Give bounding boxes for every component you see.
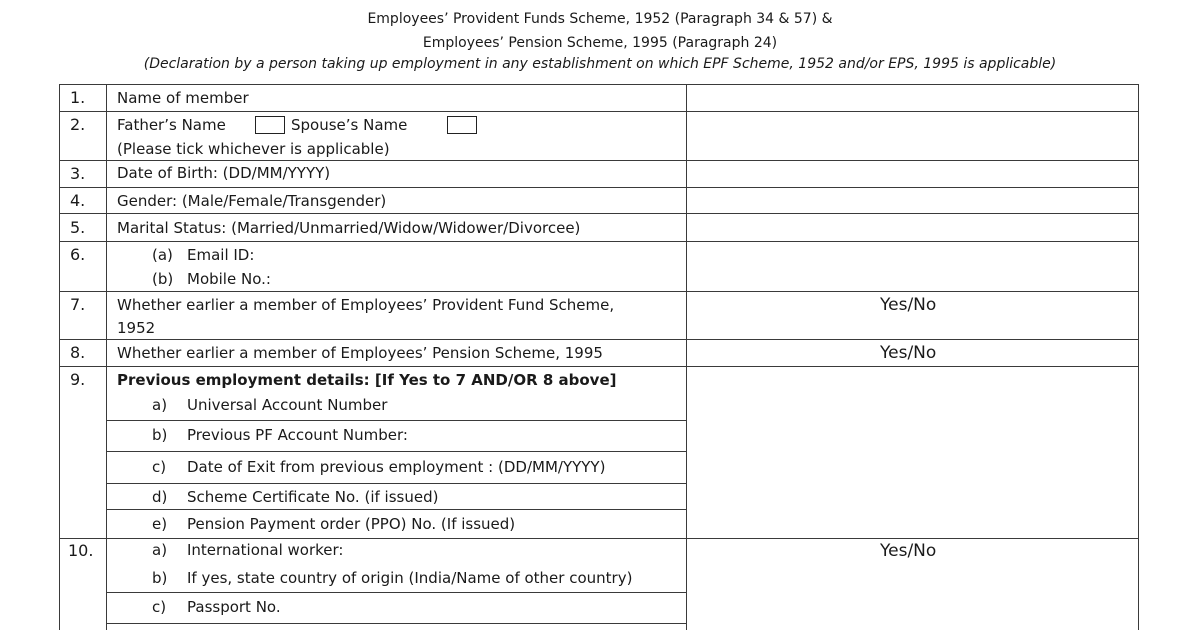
international-worker-label: International worker: xyxy=(187,541,344,559)
item-mark: a) xyxy=(152,396,168,414)
row-number: 3. xyxy=(70,164,86,183)
row-number: 10. xyxy=(68,541,94,560)
tick-note: (Please tick whichever is applicable) xyxy=(117,140,390,158)
row-label: Name of member xyxy=(117,89,249,107)
item-mark: (a) xyxy=(152,246,173,264)
previous-employment-heading: Previous employment details: [If Yes to 7 AND/OR 8 above] xyxy=(117,371,617,389)
scheme-title-line-2: Employees’ Pension Scheme, 1995 (Paragraph 24) xyxy=(422,35,778,51)
row-label: Whether earlier a member of Employees’ Pension Scheme, 1995 xyxy=(117,344,603,362)
row-number: 9. xyxy=(70,370,86,389)
row-label-line-2: 1952 xyxy=(117,319,156,337)
row-number: 5. xyxy=(70,218,86,237)
spouse-name-checkbox[interactable] xyxy=(447,116,477,134)
father-name-checkbox[interactable] xyxy=(255,116,285,134)
yes-no-answer[interactable]: Yes/No xyxy=(880,343,937,363)
row-number: 1. xyxy=(70,88,86,107)
item-mark: b) xyxy=(152,569,168,587)
mobile-no-label: Mobile No.: xyxy=(187,270,271,288)
row-label: Gender: (Male/Female/Transgender) xyxy=(117,192,387,210)
previous-pf-account-label: Previous PF Account Number: xyxy=(187,426,408,444)
row-label: Marital Status: (Married/Unmarried/Widow/Widower/Divorcee) xyxy=(117,219,581,237)
father-name-label: Father’s Name xyxy=(117,116,226,134)
yes-no-answer[interactable]: Yes/No xyxy=(880,295,937,315)
spouse-name-label: Spouse’s Name xyxy=(291,116,408,134)
uan-label: Universal Account Number xyxy=(187,396,388,414)
row-number: 2. xyxy=(70,115,86,134)
row-number: 8. xyxy=(70,343,86,362)
item-mark: c) xyxy=(152,598,167,616)
declaration-subtitle: (Declaration by a person taking up employment in any establishment on which EPF Scheme, 1952 and/or EPS, 1995 is applicable) xyxy=(143,56,1057,72)
row-number: 7. xyxy=(70,295,86,314)
country-of-origin-label: If yes, state country of origin (India/Name of other country) xyxy=(187,569,633,587)
email-id-label: Email ID: xyxy=(187,246,255,264)
row-label-line-1: Whether earlier a member of Employees’ Provident Fund Scheme, xyxy=(117,296,615,314)
ppo-number-label: Pension Payment order (PPO) No. (If issued) xyxy=(187,515,516,533)
scheme-title-line-1: Employees’ Provident Funds Scheme, 1952 (Paragraph 34 & 57) & xyxy=(367,11,833,27)
row-number: 4. xyxy=(70,191,86,210)
row-label: Date of Birth: (DD/MM/YYYY) xyxy=(117,164,331,182)
item-mark: c) xyxy=(152,458,167,476)
item-mark: d) xyxy=(152,488,168,506)
item-mark: a) xyxy=(152,541,168,559)
row-number: 6. xyxy=(70,245,86,264)
item-mark: (b) xyxy=(152,270,174,288)
item-mark: e) xyxy=(152,515,168,533)
scheme-certificate-label: Scheme Certificate No. (if issued) xyxy=(187,488,439,506)
passport-no-label: Passport No. xyxy=(187,598,281,616)
date-of-exit-label: Date of Exit from previous employment : (DD/MM/YYYY) xyxy=(187,458,606,476)
yes-no-answer[interactable]: Yes/No xyxy=(880,541,937,561)
item-mark: b) xyxy=(152,426,168,444)
